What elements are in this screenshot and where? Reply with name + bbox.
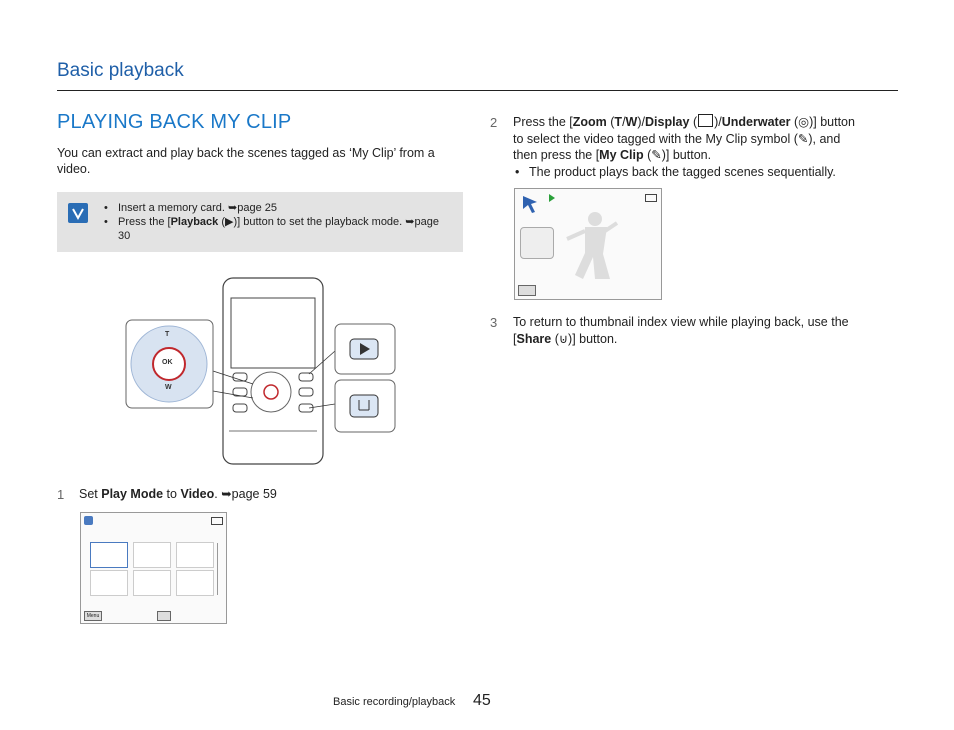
playback-button-icon: [157, 611, 171, 621]
step-2-line-3: then press the [My Clip (✎)] button.: [513, 148, 712, 162]
footer-label: Basic recording/playback: [333, 696, 456, 708]
step-2-bullet: • The product plays back the tagged scenes sequentially.: [515, 164, 836, 179]
myclip-icon: ✎: [797, 131, 809, 146]
note-list: [104, 201, 454, 243]
dial-w-label: W: [165, 384, 172, 391]
step-3-line-2: [Share (⊍)] button.: [513, 331, 618, 346]
step-1-number: 1: [57, 487, 65, 502]
share-button-icon: [518, 285, 536, 296]
video-mode-icon: [84, 516, 93, 525]
myclip-pointer-icon: [519, 192, 541, 214]
dial-ok-label: OK: [162, 359, 173, 366]
display-icon: [698, 114, 713, 127]
note-check-icon: [68, 203, 88, 223]
underwater-icon: ◎: [798, 115, 810, 129]
playback-controls: [520, 227, 554, 259]
menu-button: Menu: [84, 611, 102, 621]
myclip-button-icon: ✎: [651, 148, 662, 162]
section-title: Basic playback: [57, 60, 184, 81]
step-2-text: [513, 114, 903, 180]
note-item-2: • Press the [Playback (▶)] button to set the playback mode. ➥page 30: [104, 215, 454, 243]
intro-text: You can extract and play back the scenes tagged as ‘My Clip’ from a video.: [57, 146, 435, 176]
device-illustration: [125, 276, 400, 466]
step-2-number: 2: [490, 115, 498, 130]
thumbnail-1: [90, 542, 128, 568]
thumbnail-6: [176, 570, 214, 596]
thumbnail-2: [133, 542, 171, 568]
scrollbar: [217, 543, 218, 595]
step-2-line-2: to select the video tagged with the My Clip symbol (✎), and: [513, 131, 841, 146]
playback-screen: [514, 188, 662, 300]
thumbnail-4: [90, 570, 128, 596]
share-icon: ⊍: [558, 331, 569, 346]
step-1: [57, 486, 457, 504]
note-box: [57, 192, 463, 252]
step-3-text: [513, 314, 903, 347]
step-3-number: 3: [490, 315, 498, 330]
step-1-text: Set Play Mode to Video. ➥page 59: [79, 487, 277, 501]
step-3: [490, 314, 900, 346]
thumbnail-screen: [80, 512, 227, 624]
thumbnail-5: [133, 570, 171, 596]
page-heading: PLAYING BACK MY CLIP: [57, 111, 292, 133]
thumbnail-3: [176, 542, 214, 568]
step-3-line-1: To return to thumbnail index view while playing back, use the: [513, 315, 849, 329]
header-rule: [57, 90, 898, 91]
step-2-line-1: Press the [Zoom (T/W)/Display ( )/Underwater (◎)] button: [513, 115, 855, 129]
battery-icon: [211, 517, 223, 525]
dial-t-label: T: [165, 331, 170, 338]
dancer-image: [565, 209, 620, 281]
note-item-1: • Insert a memory card. ➥page 25: [104, 201, 454, 215]
page-number: 45: [473, 692, 491, 709]
step-2: [490, 114, 900, 179]
battery-icon: [645, 194, 657, 202]
play-indicator-icon: [549, 194, 555, 202]
